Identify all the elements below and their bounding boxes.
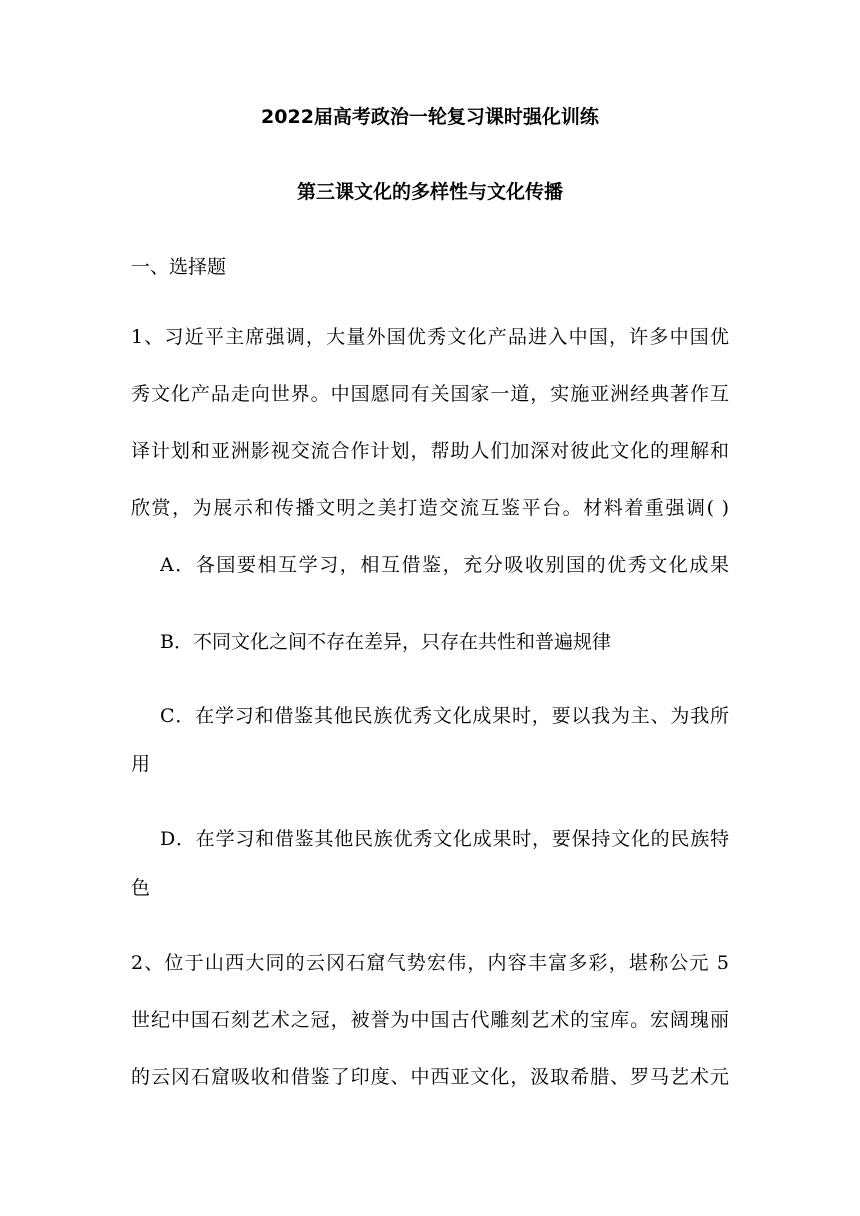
section-heading: 一、选择题 [131, 256, 227, 278]
question-text-line: 秀文化产品走向世界。中国愿同有关国家一道，实施亚洲经典著作互 [131, 383, 729, 405]
question-text-line: 2、位于山西大同的云冈石窟气势宏伟，内容丰富多彩，堪称公元 5 [131, 952, 729, 974]
option-c-continuation: 用 [131, 753, 151, 775]
question-text-line: 译计划和亚洲影视交流合作计划，帮助人们加深对彼此文化的理解和 [131, 440, 729, 462]
option-d: D．在学习和借鉴其他民族优秀文化成果时，要保持文化的民族特 [160, 828, 729, 850]
question-text-line: 1、习近平主席强调，大量外国优秀文化产品进入中国，许多中国优 [131, 326, 729, 348]
option-b: B．不同文化之间不存在差异，只存在共性和普遍规律 [160, 631, 611, 653]
document-subtitle: 第三课文化的多样性与文化传播 [296, 181, 563, 203]
question-text-line: 欣赏，为展示和传播文明之美打造交流互鉴平台。材料着重强调( ) [131, 497, 729, 519]
document-title: 2022届高考政治一轮复习课时强化训练 [261, 106, 599, 128]
question-text-line: 的云冈石窟吸收和借鉴了印度、中西亚文化，汲取希腊、罗马艺术元 [131, 1066, 729, 1088]
option-a: A．各国要相互学习，相互借鉴，充分吸收别国的优秀文化成果 [160, 554, 729, 576]
option-c: C．在学习和借鉴其他民族优秀文化成果时，要以我为主、为我所 [160, 705, 729, 727]
question-text-line: 世纪中国石刻艺术之冠，被誉为中国古代雕刻艺术的宝库。宏阔瑰丽 [131, 1009, 729, 1031]
option-d-continuation: 色 [131, 877, 151, 899]
